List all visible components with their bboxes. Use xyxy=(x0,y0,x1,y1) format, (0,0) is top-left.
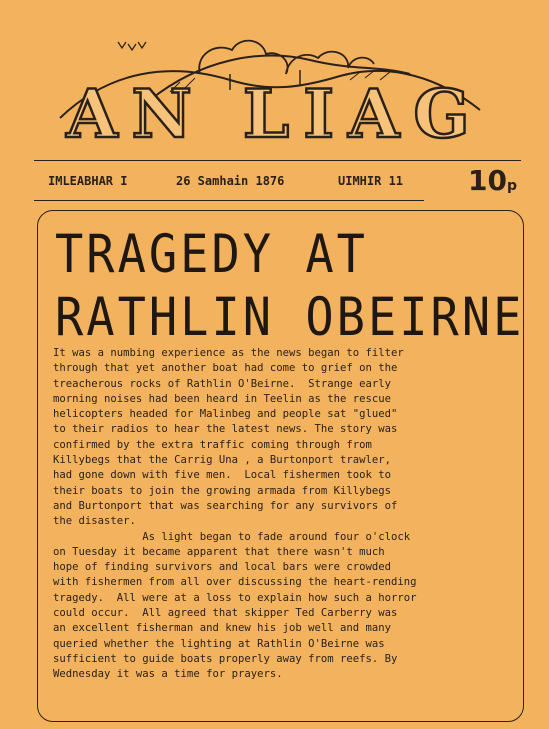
body-line: could occur. All agreed that skipper Ted Carberry was xyxy=(53,607,398,620)
body-line: an excellent fisherman and knew his job well and many xyxy=(53,622,392,635)
issue-info-bar xyxy=(48,164,528,200)
article-headline xyxy=(55,224,525,349)
body-line: queried whether the lighting at Rathlin O'Beirne was xyxy=(53,637,385,650)
issue-number: UIMHIR 11 xyxy=(338,174,404,188)
body-line: helicopters headed for Malinbeg and people sat "glued" xyxy=(53,408,398,421)
body-line: It was a numbing experience as the news began to filter xyxy=(53,347,404,359)
body-line: through that yet another boat had come to grief on the xyxy=(53,362,398,375)
divider xyxy=(34,160,521,161)
body-line: confirmed by the extra traffic coming through from xyxy=(53,438,372,451)
body-line: sufficient to guide boats properly away from reefs. By xyxy=(53,652,398,665)
price-value: 10 xyxy=(468,164,507,197)
body-line: treacherous rocks of Rathlin O'Beirne. Strange early xyxy=(53,377,392,390)
price-badge xyxy=(468,164,517,197)
body-line: morning noises had been heard in Teelin as the rescue xyxy=(53,392,392,405)
headline-line: TRAGEDY AT xyxy=(55,224,368,286)
body-line: As light began to fade around four o'clock xyxy=(53,530,411,543)
body-line: on Tuesday it became apparent that there wasn't much xyxy=(53,545,385,558)
body-line: the disaster. xyxy=(53,515,136,528)
body-line: to their radios to hear the latest news. The story was xyxy=(53,423,398,436)
headline-line: RATHLIN OBEIRNE xyxy=(55,286,525,349)
volume-label: IMLEABHAR I xyxy=(48,174,128,188)
body-line: with fishermen from all over discussing the heart-rending xyxy=(53,576,417,589)
article-body xyxy=(53,346,523,683)
divider xyxy=(34,200,424,201)
body-line: Killybegs that the Carrig Una , a Burtonport trawler, xyxy=(53,454,392,467)
masthead xyxy=(0,0,549,153)
body-line: tragedy. All were at a loss to explain how such a horror xyxy=(53,591,417,604)
body-line: and Burtonport that was searching for any survivors of xyxy=(53,499,398,512)
price-unit: p xyxy=(506,178,517,194)
masthead-title: AN LIAG xyxy=(66,75,484,153)
body-line: had gone down with five men. Local fishermen took to xyxy=(53,469,392,482)
issue-date: 26 Samhain 1876 xyxy=(176,174,285,188)
body-line: Wednesday it was a time for prayers. xyxy=(53,668,283,681)
body-line: hope of finding survivors and local bars were crowded xyxy=(53,561,392,574)
body-line: their boats to join the growing armada from Killybegs xyxy=(53,484,392,497)
